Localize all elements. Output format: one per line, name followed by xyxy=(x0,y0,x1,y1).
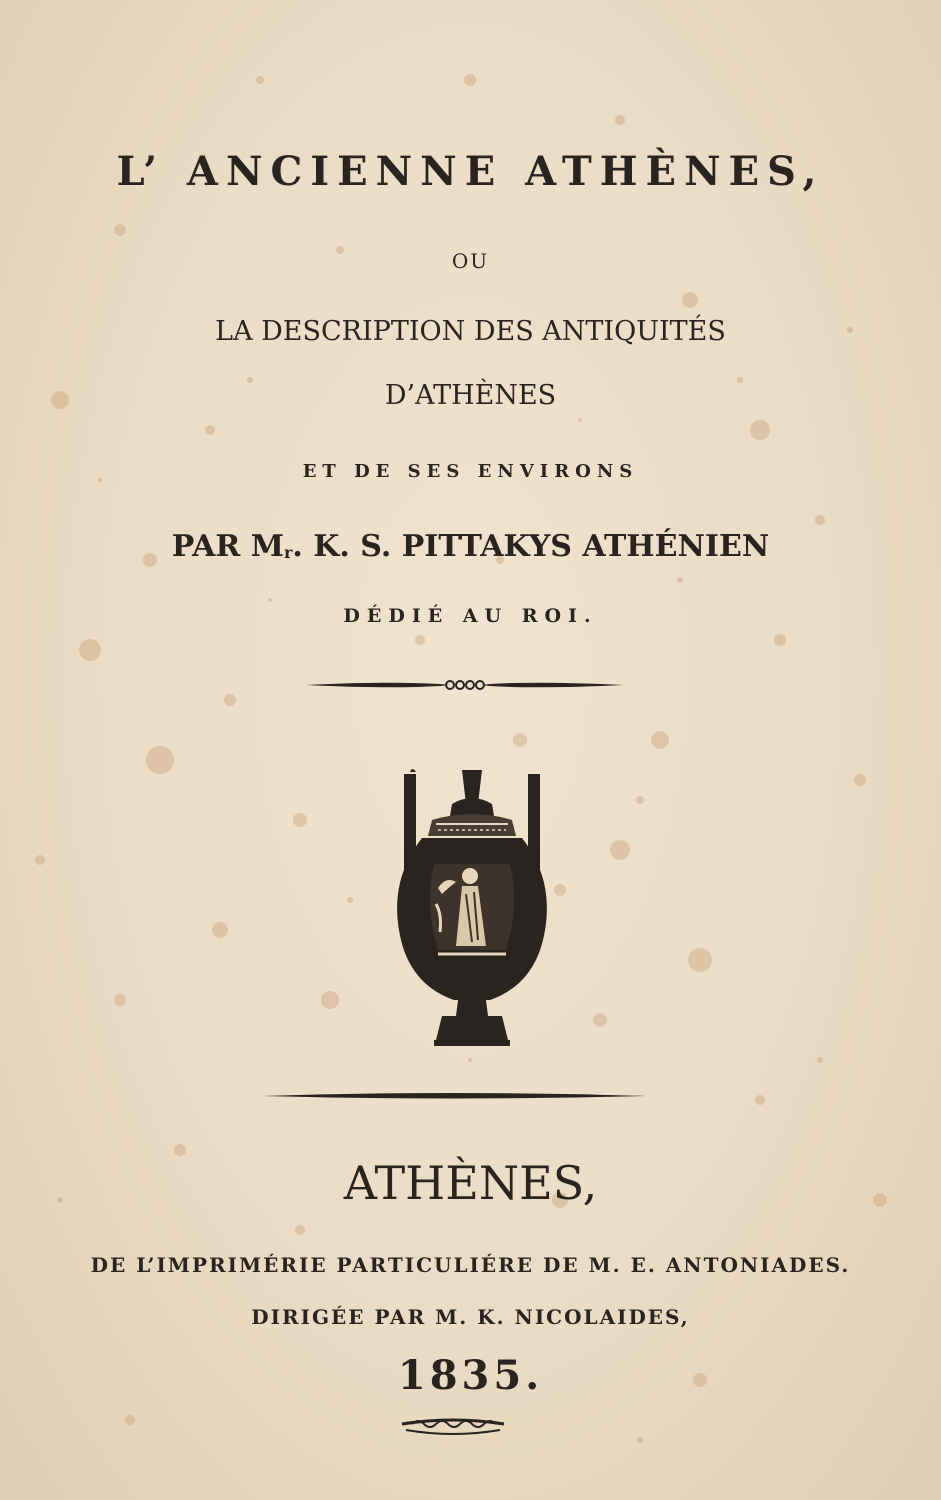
ornamental-rule-icon xyxy=(300,670,630,700)
publication-place: ATHÈNES, xyxy=(343,1156,598,1210)
author-superscript: r xyxy=(283,543,293,562)
title-conjunction: OU xyxy=(451,249,490,273)
director-line: DIRIGÉE PAR M. K. NICOLAIDES, xyxy=(251,1305,690,1329)
greek-amphora-vase-icon xyxy=(382,764,562,1054)
publication-year: 1835. xyxy=(397,1352,544,1399)
book-title: L’ ANCIENNE ATHÈNES, xyxy=(116,148,825,195)
author-name: . K. S. PITTAKYS ATHÉNIEN xyxy=(292,529,770,564)
horizontal-divider-rule xyxy=(262,1088,646,1104)
author-line xyxy=(0,526,941,568)
dedication: DÉDIÉ AU ROI. xyxy=(343,605,598,627)
subtitle-environs: ET DE SES ENVIRONS xyxy=(302,461,639,482)
author-prefix: PAR M xyxy=(171,529,284,564)
scroll-tailpiece-icon xyxy=(398,1412,508,1442)
subtitle-line-2: D’ATHÈNES xyxy=(384,380,557,411)
subtitle-line-1: LA DESCRIPTION DES ANTIQUITÉS xyxy=(215,316,726,347)
printer-line: DE L’IMPRIMÉRIE PARTICULIÉRE DE M. E. ANTONIADES. xyxy=(90,1253,851,1277)
